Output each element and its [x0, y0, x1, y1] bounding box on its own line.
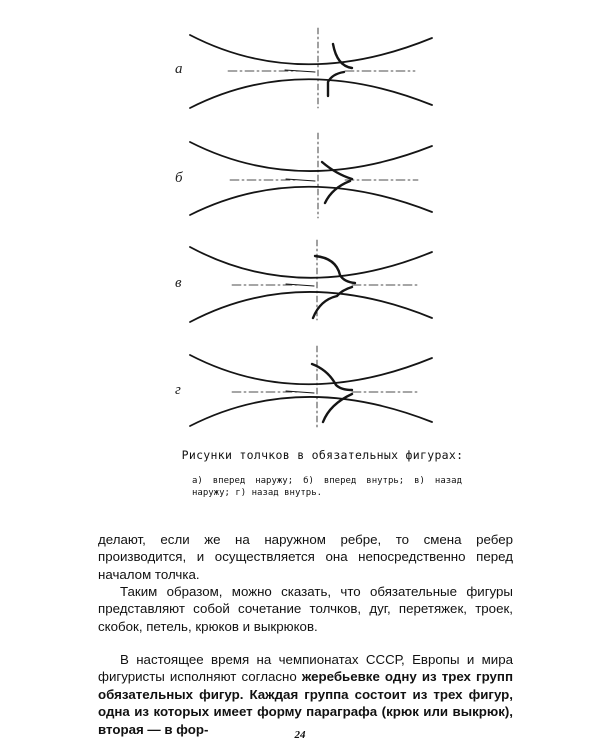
- paragraph-continuation: делают, если же на наружном ребре, то смена ребер производится, и осуществляется она непосредственно перед началом толчка.: [98, 532, 513, 582]
- figure-caption-subtitle: а) вперед наружу; б) вперед внутрь; в) назад наружу; г) назад внутрь.: [192, 476, 462, 498]
- panel-label-b: б: [175, 170, 183, 186]
- figure-caption-title: Рисунки толчков в обязательных фигурах:: [181, 448, 464, 462]
- panel-label-a: а: [175, 61, 183, 77]
- paragraph-summary: Таким образом, можно сказать, что обязательные фигуры представляют собой сочетание толчков, дуг, перетяжек, троек, скобок, петель, крюков и выкрюков.: [98, 584, 513, 634]
- diagram-backward-outside: [190, 240, 432, 322]
- paragraph-championships: [98, 651, 513, 738]
- panel-label-v: в: [175, 275, 182, 291]
- diagram-backward-inside: [190, 346, 432, 428]
- diagram-forward-inside: [190, 133, 432, 218]
- paragraph-championships-plain: В настоящее время на чемпионатах СССР, Европы и мира фигуристы исполняют согласно: [98, 652, 513, 685]
- paragraph-championships-bold: жеребьевке одну из трех групп обязательных фигур. Каждая группа состоит из трех фигур, одна из которых имеет форму параграфа (крюк или выкрюк), вторая — в фор-: [98, 669, 513, 737]
- page-number: 24: [294, 729, 306, 741]
- diagram-forward-outside: [190, 28, 432, 108]
- panel-label-g: г: [175, 382, 181, 398]
